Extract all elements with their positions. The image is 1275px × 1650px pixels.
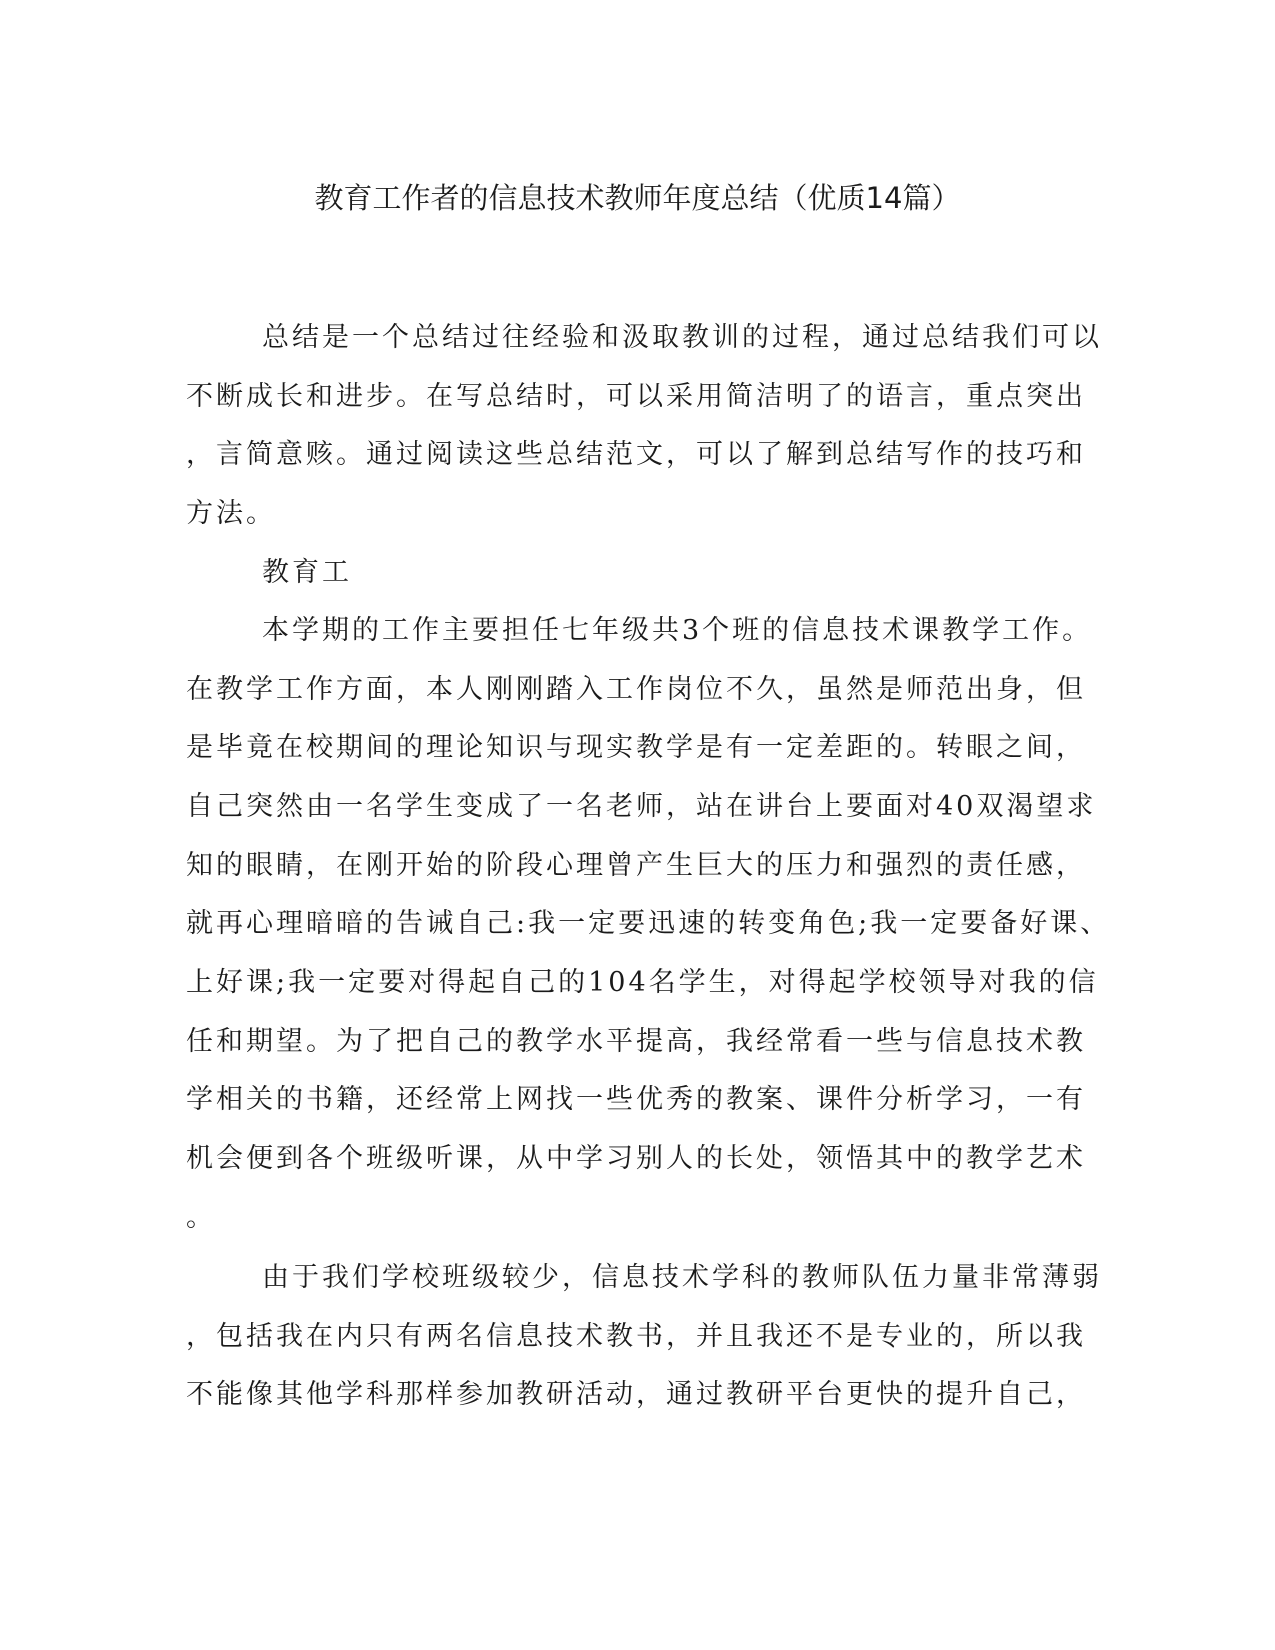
paragraph-line: 总结是一个总结过往经验和汲取教训的过程，通过总结我们可以 [262, 322, 1102, 353]
paragraph-line: 不断成长和进步。在写总结时，可以采用简洁明了的语言，重点突出 [186, 381, 1086, 412]
paragraph-line: 由于我们学校班级较少，信息技术学科的教师队伍力量非常薄弱 [262, 1262, 1102, 1293]
paragraph-line: 。 [186, 1202, 216, 1233]
document-title: 教育工作者的信息技术教师年度总结（优质14篇） [314, 181, 961, 215]
paragraph-line: 是毕竟在校期间的理论知识与现实教学是有一定差距的。转眼之间， [186, 732, 1086, 763]
paragraph-line: 本学期的工作主要担任七年级共3个班的信息技术课教学工作。 [262, 615, 1093, 646]
paragraph-line: 上好课;我一定要对得起自己的104名学生，对得起学校领导对我的信 [186, 967, 1099, 998]
paragraph-line: 自己突然由一名学生变成了一名老师，站在讲台上要面对40双渴望求 [186, 791, 1097, 822]
paragraph-line: 任和期望。为了把自己的教学水平提高，我经常看一些与信息技术教 [186, 1026, 1086, 1057]
paragraph-line: 机会便到各个班级听课，从中学习别人的长处，领悟其中的教学艺术 [186, 1143, 1086, 1174]
paragraph-line: 知的眼睛，在刚开始的阶段心理曾产生巨大的压力和强烈的责任感， [186, 850, 1086, 881]
paragraph-line: 方法。 [186, 498, 276, 529]
paragraph-line: ，包括我在内只有两名信息技术教书，并且我还不是专业的，所以我 [186, 1321, 1086, 1352]
paragraph-line: 学相关的书籍，还经常上网找一些优秀的教案、课件分析学习，一有 [186, 1084, 1086, 1115]
paragraph-line: 教育工 [262, 557, 352, 588]
paragraph-line: 不能像其他学科那样参加教研活动，通过教研平台更快的提升自己， [186, 1379, 1086, 1410]
paragraph-line: 在教学工作方面，本人刚刚踏入工作岗位不久，虽然是师范出身，但 [186, 674, 1086, 705]
paragraph-line: ，言简意赅。通过阅读这些总结范文，可以了解到总结写作的技巧和 [186, 439, 1086, 470]
paragraph-line: 就再心理暗暗的告诫自己:我一定要迅速的转变角色;我一定要备好课、 [186, 908, 1111, 939]
